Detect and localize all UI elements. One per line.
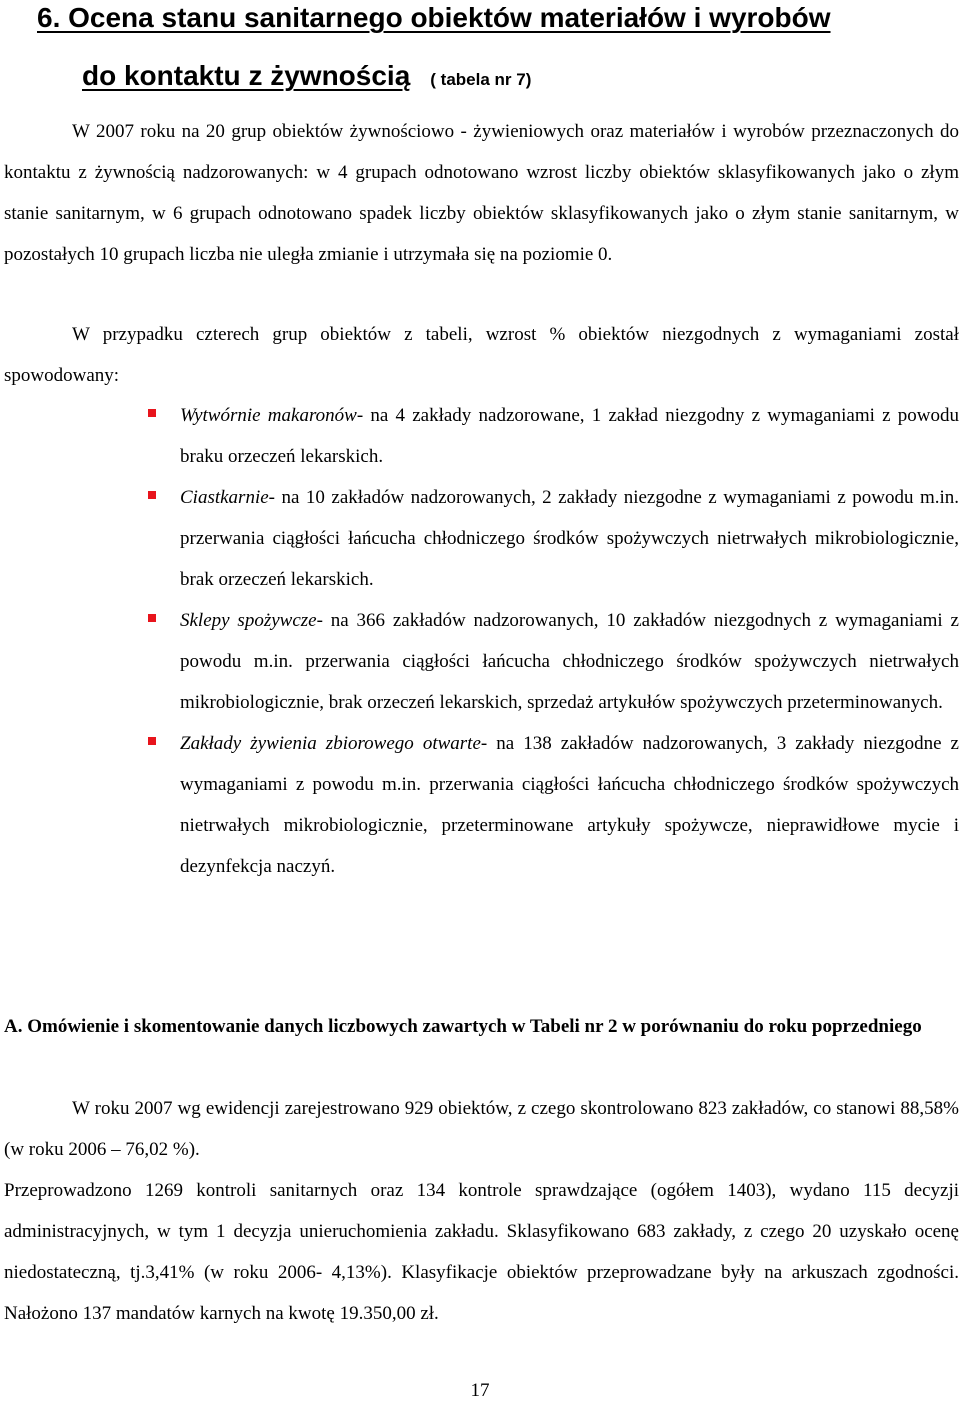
section-a-paragraph-2: Przeprowadzono 1269 kontroli sanitarnych oraz 134 kontrole sprawdzające (ogółem 1403), wydano 115 decyzji administracyjnych, w tym 1 decyzja unieruchomienia zakładu. Sklasyfikowano 683 zakłady, z czego 20 uzyskało ocenę niedostateczną, tj.3,41% (w roku 2006- 4,13%). Klasyfikacje obiektów przeprowadzane były na arkuszach zgodności. Nałożono 137 mandatów karnych na kwotę 19.350,00 zł.: [4, 1180, 959, 1324]
intro-paragraph: W 2007 roku na 20 grup obiektów żywnościowo - żywieniowych oraz materiałów i wyrobów przeznaczonych do kontaktu z żywnością nadzorowanych: w 4 grupach odnotowano wzrost liczby obiektów sklasyfikowanych jako o złym stanie sanitarnym, w 6 grupach odnotowano spadek liczby obiektów sklasyfikowanych jako o złym stanie sanitarnym, w pozostałych 10 grupach liczba nie uległa zmianie i utrzymała się na poziomie 0.: [4, 121, 959, 265]
square-bullet-icon: [148, 614, 156, 622]
list-item: [0, 395, 959, 477]
bullet-term: Zakłady żywienia zbiorowego otwarte: [180, 733, 481, 754]
section-heading-line2: [82, 58, 531, 98]
bullet-list: [0, 395, 960, 887]
bullet-text: - na 138 zakładów nadzorowanych, 3 zakłady niezgodne z wymaganiami z powodu m.in. przerwania ciągłości łańcucha chłodniczego środków spożywczych nietrwałych mikrobiologicznie, przeterminowane artykuły spożywcze, nieprawidłowe mycie i dezynfekcja naczyń.: [180, 733, 959, 877]
square-bullet-icon: [148, 409, 156, 417]
cause-paragraph: W przypadku czterech grup obiektów z tabeli, wzrost % obiektów niezgodnych z wymaganiami został spowodowany:: [4, 324, 959, 386]
section-heading-line1: 6. Ocena stanu sanitarnego obiektów materiałów i wyrobów: [37, 2, 831, 33]
bullet-text: - na 10 zakładów nadzorowanych, 2 zakłady niezgodne z wymaganiami z powodu m.in. przerwania ciągłości łańcucha chłodniczego środków spożywczych nietrwałych mikrobiologicznie, brak orzeczeń lekarskich.: [180, 487, 959, 590]
bullet-term: Sklepy spożywcze: [180, 610, 317, 631]
list-item: [0, 723, 959, 887]
list-item: [0, 600, 959, 723]
section-a-title: A. Omówienie i skomentowanie danych liczbowych zawartych w Tabeli nr 2 w porównaniu do roku poprzedniego: [4, 1016, 922, 1037]
square-bullet-icon: [148, 491, 156, 499]
list-item: [0, 477, 959, 600]
bullet-term: Wytwórnie makaronów: [180, 405, 357, 426]
table-reference: ( tabela nr 7): [430, 70, 532, 89]
section-heading-subject: do kontaktu z żywnością: [82, 60, 411, 91]
page-number: 17: [470, 1380, 490, 1401]
section-a-paragraph-1: W roku 2007 wg ewidencji zarejestrowano 929 obiektów, z czego skontrolowano 823 zakładów, co stanowi 88,58% (w roku 2006 – 76,02 %).: [4, 1098, 959, 1160]
bullet-term: Ciastkarnie: [180, 487, 269, 508]
square-bullet-icon: [148, 737, 156, 745]
bullet-text: - na 366 zakładów nadzorowanych, 10 zakładów niezgodnych z wymaganiami z powodu m.in. przerwania ciągłości łańcucha chłodniczego środków spożywczych nietrwałych mikrobiologicznie, brak orzeczeń lekarskich, sprzedaż artykułów spożywczych przeterminowanych.: [180, 610, 959, 713]
bullet-text: - na 4 zakłady nadzorowane, 1 zakład niezgodny z wymaganiami z powodu braku orzeczeń lekarskich.: [180, 405, 959, 467]
